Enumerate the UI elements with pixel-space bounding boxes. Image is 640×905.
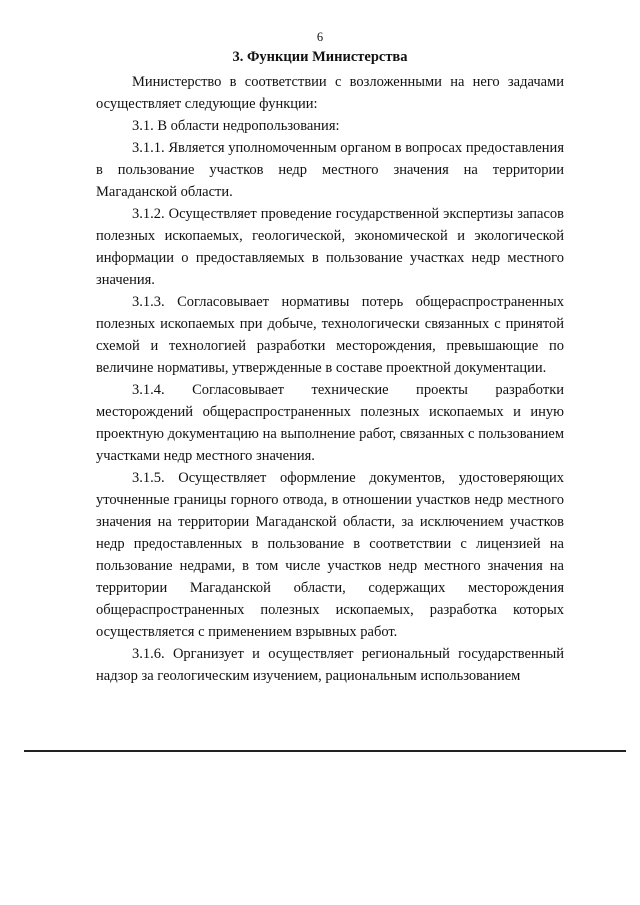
paragraph-3-1-2: 3.1.2. Осуществляет проведение государственной экспертизы запасов полезных ископаемых, геологической, экономической и экологической информации о предоставляемых в пользование участках недр местного значения.	[96, 206, 564, 288]
document-body	[96, 71, 564, 687]
paragraph-3-1-5: 3.1.5. Осуществляет оформление документов, удостоверяющих уточненные границы горного отвода, в отношении участков недр местного значения на территории Магаданской области, за исключением участков недр предоставленных в пользование в соответствии с лицензией на пользование недрами, в том числе участков недр местного значения на территории Магаданской области, содержащих месторождения общераспространенных полезных ископаемых, разработка которых осуществляется с применением взрывных работ.	[96, 470, 564, 640]
paragraph-3-1-4: 3.1.4. Согласовывает технические проекты разработки месторождений общераспространенных полезных ископаемых и иную проектную документацию на выполнение работ, связанных с пользованием участками недр местного значения.	[96, 382, 564, 464]
footer-divider	[24, 750, 626, 752]
paragraph-3-1-6: 3.1.6. Организует и осуществляет региональный государственный надзор за геологическим изучением, рациональным использованием	[96, 646, 564, 684]
paragraph-3-1-3: 3.1.3. Согласовывает нормативы потерь общераспространенных полезных ископаемых при добыче, технологически связанных с принятой схемой и технологией разработки месторождения, превышающие по величине нормативы, утвержденные в составе проектной документации.	[96, 294, 564, 376]
paragraph-3-1: 3.1. В области недропользования:	[132, 118, 340, 134]
section-heading: 3. Функции Министерства	[232, 49, 408, 65]
paragraph-3-1-1: 3.1.1. Является уполномоченным органом в вопросах предоставления в пользование участков недр местного значения на территории Магаданской области.	[96, 140, 564, 200]
paragraph-intro: Министерство в соответствии с возложенными на него задачами осуществляет следующие функции:	[96, 74, 564, 112]
page-number: 6	[316, 30, 324, 44]
